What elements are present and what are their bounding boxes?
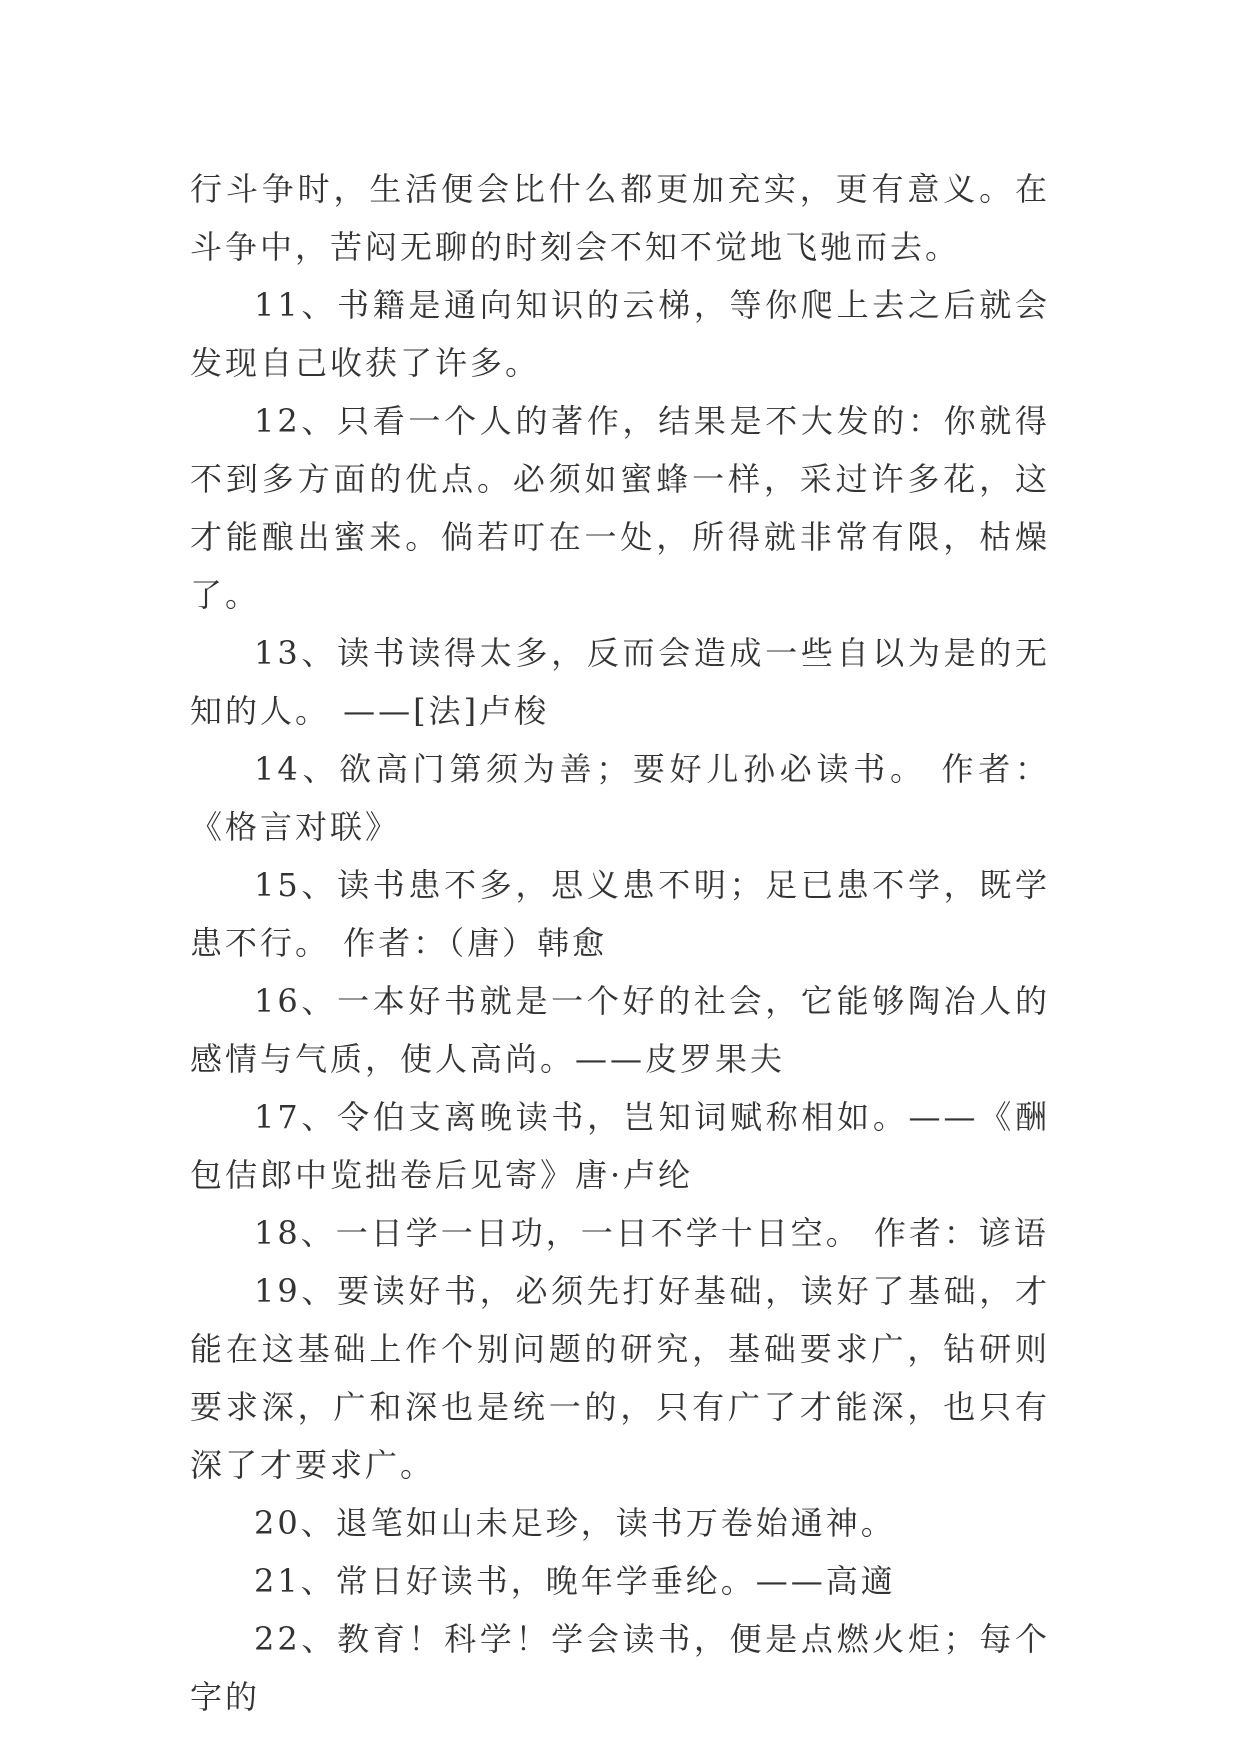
quote-12: 12、只看一个人的著作，结果是不大发的：你就得不到多方面的优点。必须如蜜蜂一样，采过许多花，这才能酿出蜜来。倘若叮在一处，所得就非常有限，枯燥了。 (190, 402, 1050, 614)
quote-20: 20、退笔如山未足珍，读书万卷始通神。 (254, 1504, 896, 1542)
paragraph-continuation: 行斗争时，生活便会比什么都更加充实，更有意义。在斗争中，苦闷无聊的时刻会不知不觉地飞驰而去。 (190, 170, 1050, 266)
quote-17: 17、令伯支离晚读书，岂知词赋称相如。——《酬包佶郎中览拙卷后见寄》唐·卢纶 (190, 1098, 1050, 1194)
quote-15: 15、读书患不多，思义患不明；足已患不学，既学患不行。 作者：（唐）韩愈 (190, 866, 1050, 962)
quote-11: 11、书籍是通向知识的云梯，等你爬上去之后就会发现自己收获了许多。 (190, 286, 1050, 382)
quote-13: 13、读书读得太多，反而会造成一些自以为是的无知的人。 ——[法]卢梭 (190, 634, 1050, 730)
quote-22: 22、教育！科学！学会读书，便是点燃火炬；每个字的 (190, 1620, 1050, 1716)
quote-18: 18、一日学一日功，一日不学十日空。 作者：谚语 (254, 1214, 1049, 1252)
quote-16: 16、一本好书就是一个好的社会，它能够陶冶人的感情与气质，使人高尚。——皮罗果夫 (190, 982, 1050, 1078)
quote-21: 21、常日好读书，晚年学垂纶。——高適 (254, 1562, 896, 1600)
document-body (190, 160, 1050, 1726)
quote-19: 19、要读好书，必须先打好基础，读好了基础，才能在这基础上作个别问题的研究，基础要求广，钻研则要求深，广和深也是统一的，只有广了才能深，也只有深了才要求广。 (190, 1272, 1050, 1484)
quote-14: 14、欲高门第须为善；要好儿孙必读书。 作者：《格言对联》 (190, 750, 1050, 846)
